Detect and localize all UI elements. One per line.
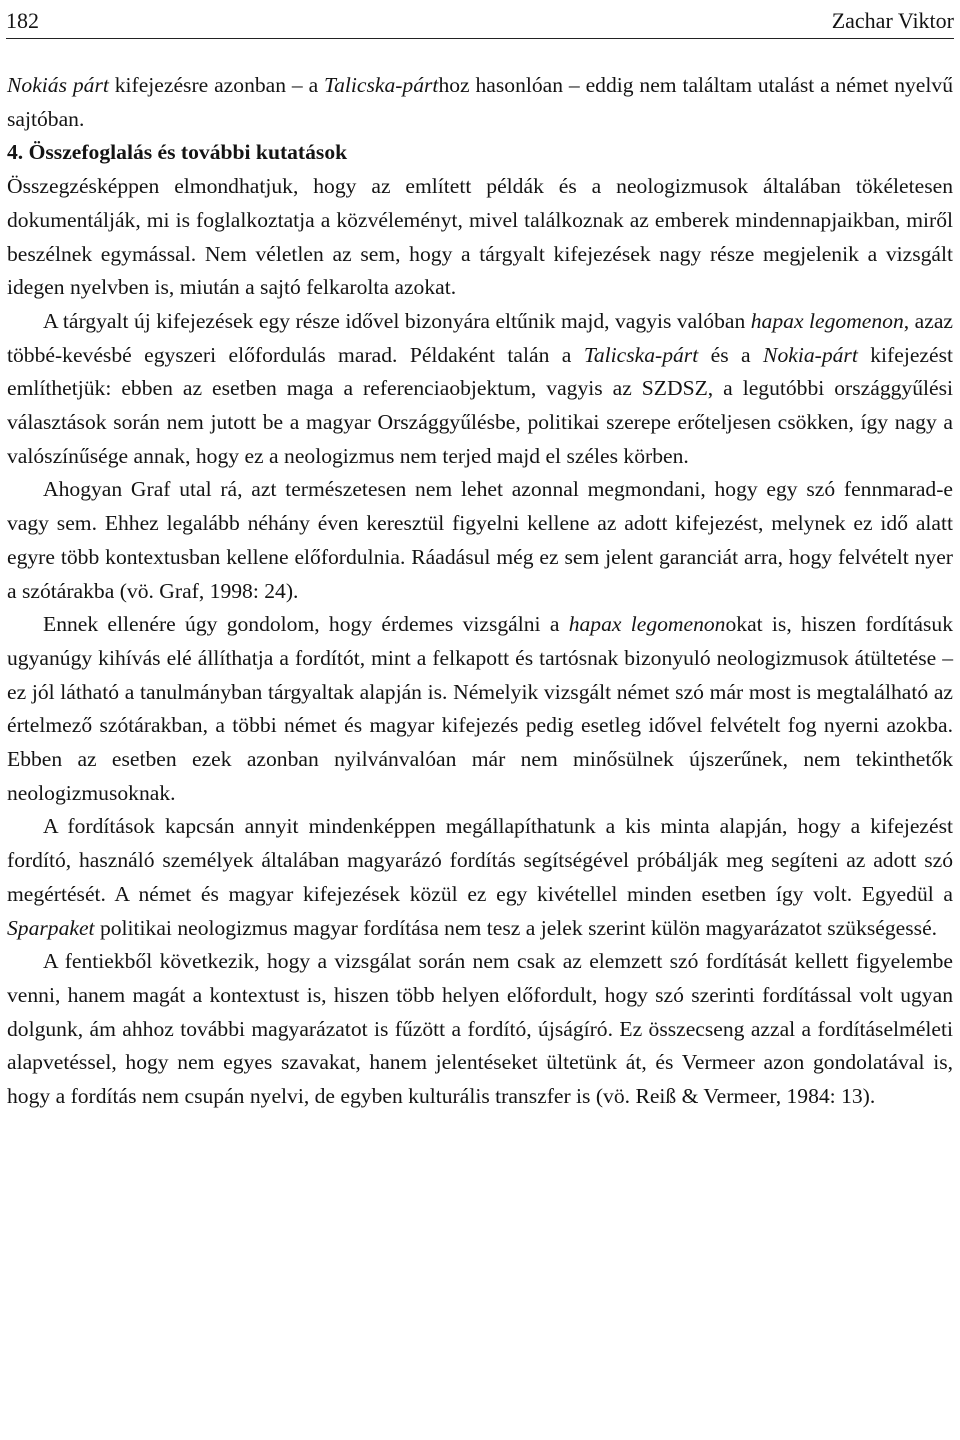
italic-term: hapax legomenon xyxy=(568,612,726,637)
text-run: okat is, hiszen fordításuk ugyanúgy kihívás elé állíthatja a fordítót, mint a felkapott és tartósnak bizonyuló neologizmusok átültetése – ez jól látható a tanulmányban tárgyaltak alapján is. Némelyik vizsgált német szó már most is megtalálható az értelmező szótárakban, a többi német és magyar kifejezés pedig esetleg idővel felvételt fog nyerni azokba. Ebben az esetben ezek azonban nyilvánvalóan már nem minősülnek újszerűnek, nem tekinthetők neologizmusoknak. xyxy=(7,612,953,805)
header-author: Zachar Viktor xyxy=(831,8,954,33)
paragraph-1: Összegzésképpen elmondhatjuk, hogy az említett példák és a neologizmusok általában tökéletesen dokumentálják, mi is foglalkoztatja a közvéleményt, mivel találkoznak az emberek mindennapjaikban, miről beszélnek egymással. Nem véletlen az sem, hogy a tárgyalt kifejezések nagy része megjelenik a vizsgált idegen nyelvben is, miután a sajtó felkarolta azokat. xyxy=(7,174,953,300)
page-body xyxy=(7,69,953,1114)
italic-term: Talicska-párt xyxy=(324,73,439,97)
paragraph-6: A fentiekből következik, hogy a vizsgálat során nem csak az elemzett szó fordítását kellett figyelembe venni, hanem magát a kontextust is, hiszen több helyen előfordult, hogy szó szerinti fordítással volt ugyan dolgunk, ám ahhoz további magyarázatot is fűzött a fordító, újságíró. Ez összecseng azzal a fordításelméleti alapvetéssel, hogy nem egyes szavakat, hanem jelentéseket ültetünk át, és Vermeer azon gondolatával is, hogy a fordítás nem csupán nyelvi, de egyben kulturális transzfer is (vö. Reiß & Vermeer, 1984: 13). xyxy=(7,949,953,1109)
text-run: A tárgyalt új kifejezések egy része idővel bizonyára eltűnik majd, vagyis valóban xyxy=(43,308,751,333)
text-run: hoz hasonlóan – eddig nem találtam utalást a német nyelvű sajtóban. xyxy=(7,73,953,131)
paragraph-5 xyxy=(7,810,953,945)
text-run: Ennek ellenére úgy gondolom, hogy érdemes vizsgálni a xyxy=(43,612,569,637)
italic-term: Nokiás párt xyxy=(7,73,109,97)
text-run: , azaz többé-kevésbé egyszeri előfordulás marad. Példaként talán a xyxy=(7,308,953,367)
paragraph-3: Ahogyan Graf utal rá, azt természetesen nem lehet azonnal megmondani, hogy egy szó fennmarad-e vagy sem. Ehhez legalább néhány éven keresztül figyelni kellene az adott kifejezést, melynek ez idő alatt egyre több kontextusban kellene előfordulnia. Ráadásul még ez sem jelent garanciát arra, hogy felvételt nyer a szótárakba (vö. Graf, 1998: 24). xyxy=(7,477,953,603)
italic-term: hapax legomenon xyxy=(750,308,904,333)
italic-term: Talicska-párt xyxy=(583,342,699,367)
italic-term: Sparpaket xyxy=(7,915,95,940)
page-number: 182 xyxy=(6,8,39,33)
italic-term: Nokia-párt xyxy=(763,342,858,367)
intro-paragraph xyxy=(7,69,953,136)
text-run: A fordítások kapcsán annyit mindenképpen megállapíthatunk a kis minta alapján, hogy a kifejezést fordító, használó személyek általában magyarázó fordítás segítségével próbálják meg segíteni az adott szó megértését. A német és magyar kifejezések közül ez egy kivétellel minden esetben így volt. Egyedül a xyxy=(7,814,953,906)
text-run: és a xyxy=(698,342,764,367)
paragraph-4 xyxy=(7,608,953,810)
text-run: kifejezésre azonban – a xyxy=(108,73,325,97)
text-run: politikai neologizmus magyar fordítása nem tesz a jelek szerint külön magyarázatot szükségessé. xyxy=(94,915,938,940)
paragraph-2 xyxy=(7,305,953,474)
text-run: kifejezést említhetjük: ebben az esetben maga a referenciaobjektum, vagyis az SZDSZ, a legutóbbi országgyűlési választások során nem jutott be a magyar Országgyűlésbe, politikai szerepe erőteljesen csökken, így nagy a valószínűsége annak, hogy ez a neologizmus nem terjed majd el széles körben. xyxy=(7,342,953,468)
section-heading: 4. Összefoglalás és további kutatások xyxy=(7,140,348,165)
running-header xyxy=(6,4,954,39)
